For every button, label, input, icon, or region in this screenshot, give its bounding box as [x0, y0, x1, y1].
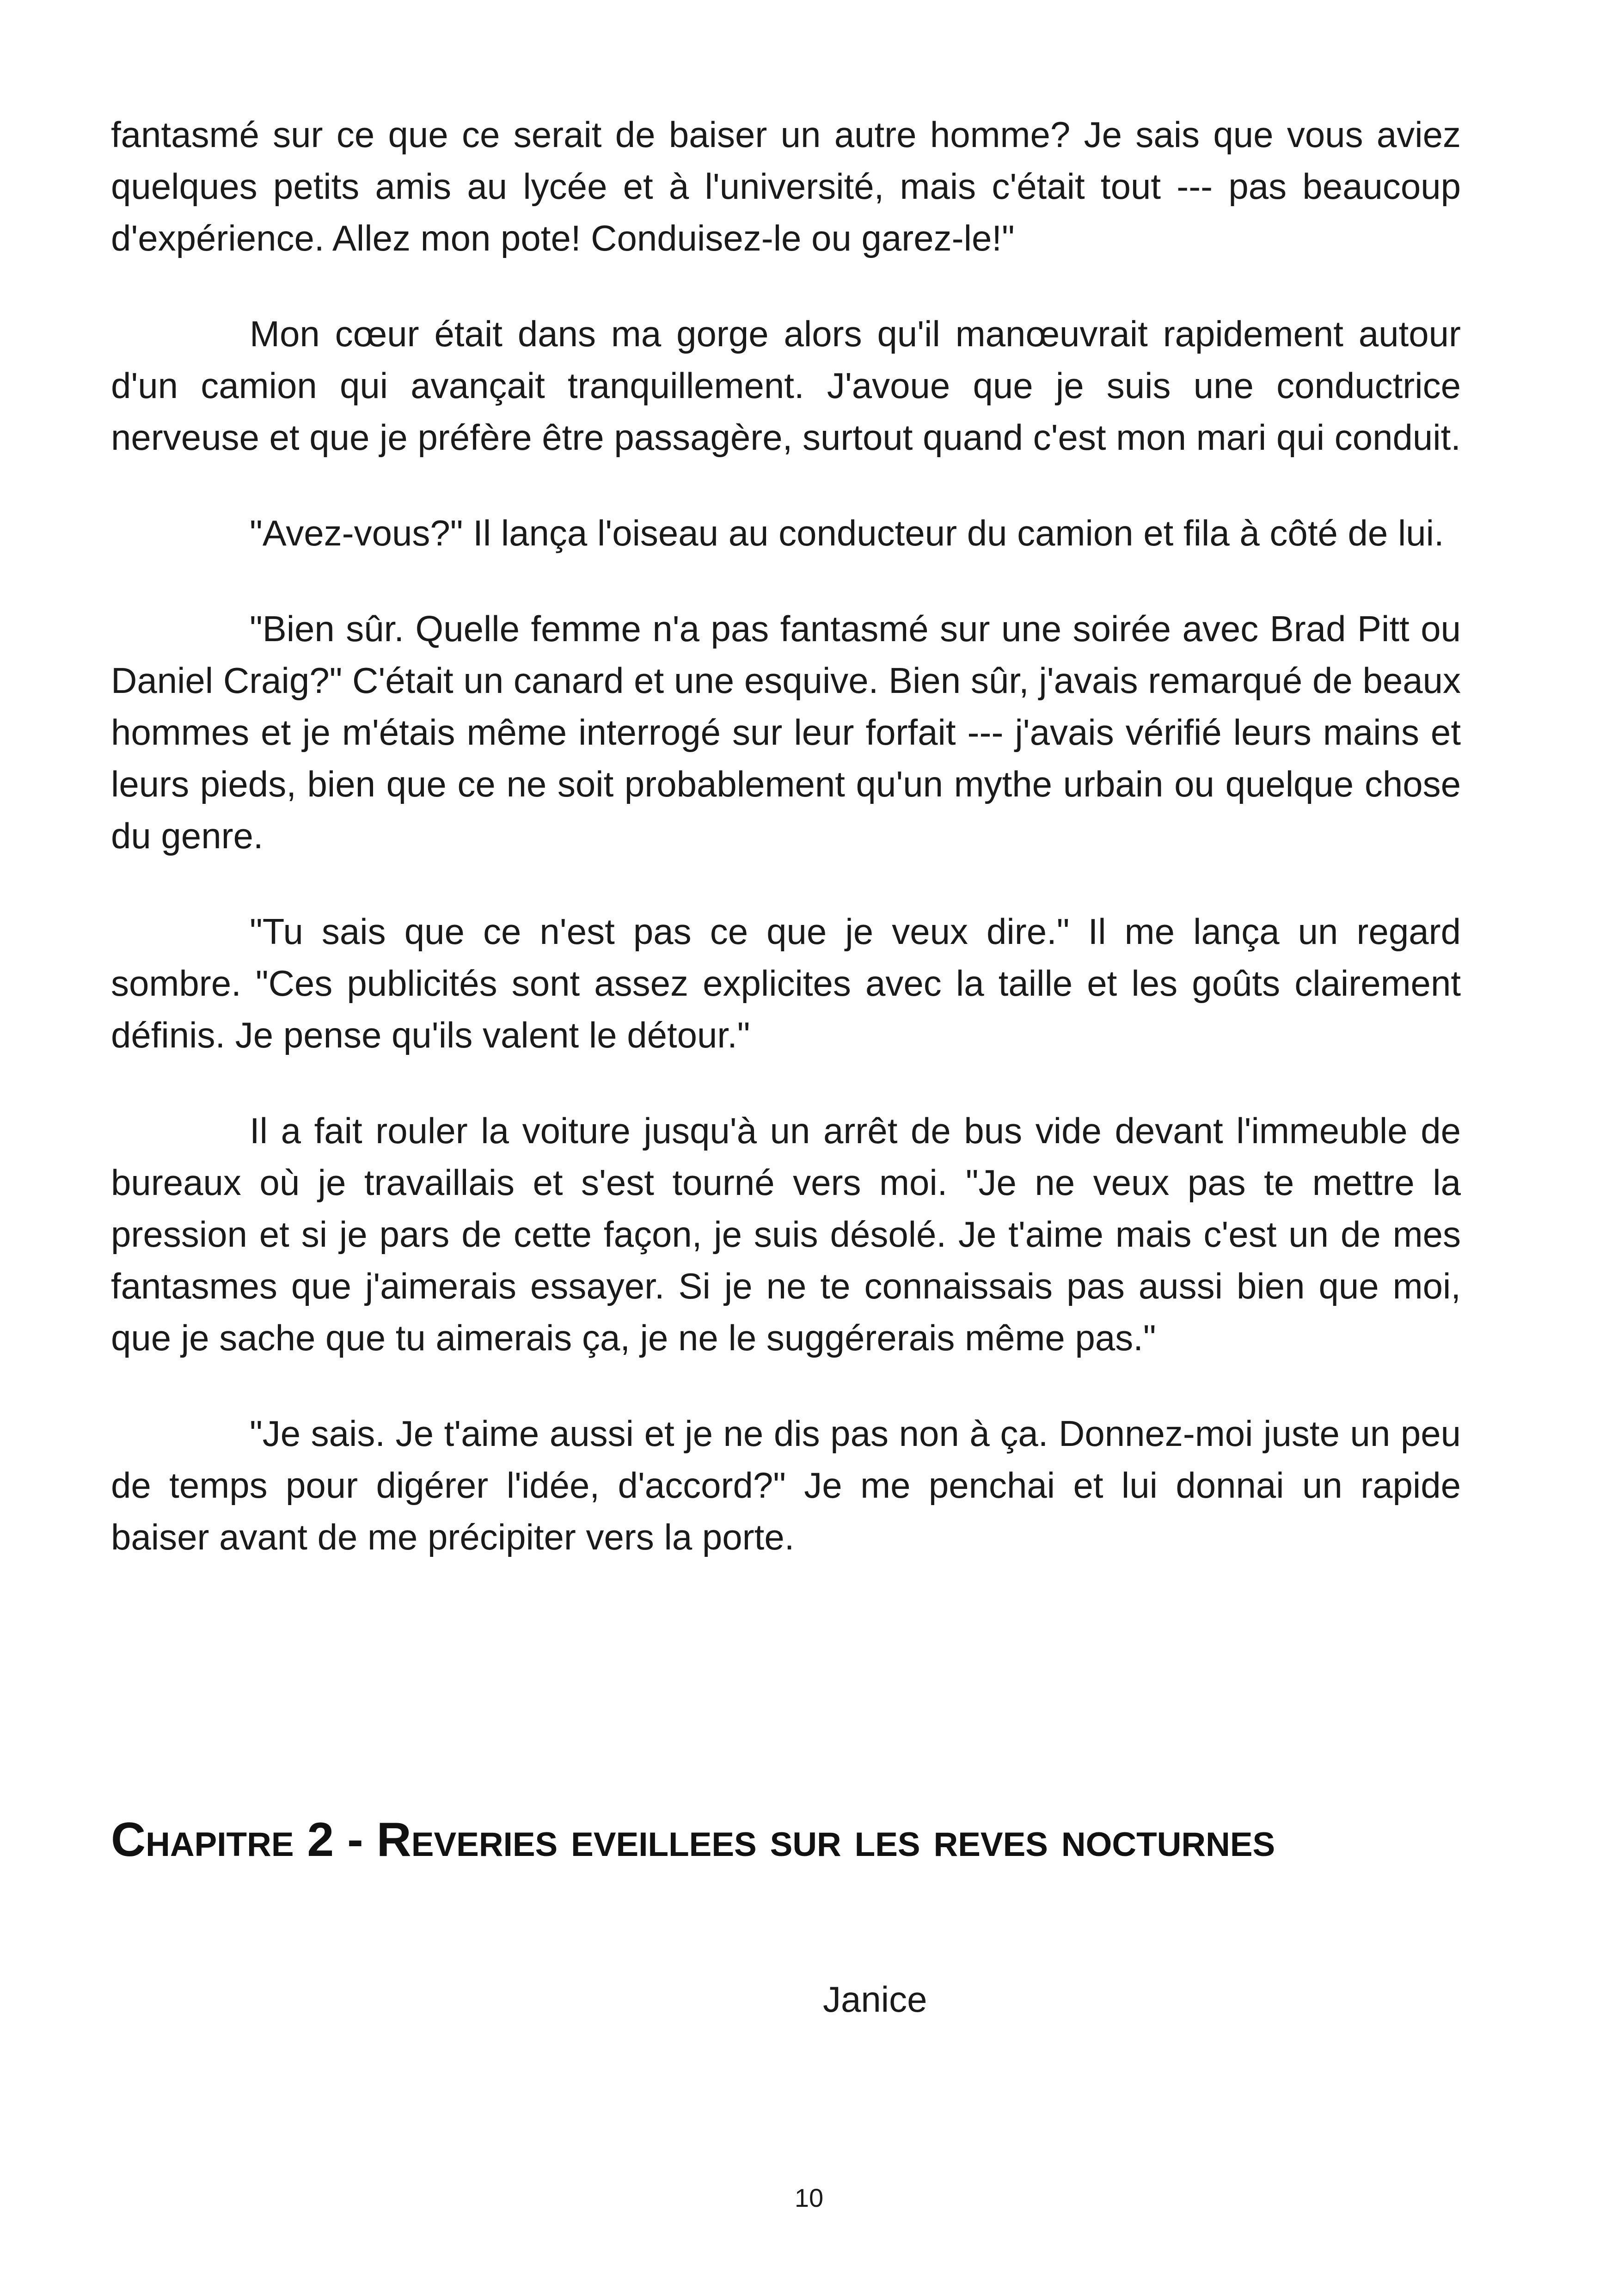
chapter-author: Janice	[823, 1979, 927, 2020]
paragraph: Mon cœur était dans ma gorge alors qu'il manœuvrait rapidement autour d'un camion qui avançait tranquillement. J'avoue que je suis une conductrice nerveuse et que je préfère être passagère, surtout quand c'est mon mari qui conduit.	[111, 313, 1461, 458]
paragraph: "Avez-vous?" Il lança l'oiseau au conducteur du camion et fila à côté de lui.	[250, 513, 1444, 553]
paragraph: "Je sais. Je t'aime aussi et je ne dis pas non à ça. Donnez-moi juste un peu de temps pour digérer l'idée, d'accord?" Je me penchai et lui donnai un rapide baiser avant de me précipiter vers la porte.	[111, 1413, 1461, 1557]
chapter-title: Chapitre 2 - Reveries eveillees sur les reves nocturnes	[111, 1813, 1275, 1867]
paragraph-continuation: fantasmé sur ce que ce serait de baiser un autre homme? Je sais que vous aviez quelques petits amis au lycée et à l'université, mais c'était tout --- pas beaucoup d'expérience. Allez mon pote! Conduisez-le ou garez-le!"	[111, 114, 1461, 258]
paragraph: Il a fait rouler la voiture jusqu'à un arrêt de bus vide devant l'immeuble de bureaux où je travaillais et s'est tourné vers moi. "Je ne veux pas te mettre la pression et si je pars de cette façon, je suis désolé. Je t'aime mais c'est un de mes fantasmes que j'aimerais essayer. Si je ne te connaissais pas aussi bien que moi, que je sache que tu aimerais ça, je ne le suggérerais même pas."	[111, 1110, 1461, 1358]
paragraph: "Tu sais que ce n'est pas ce que je veux dire." Il me lança un regard sombre. "Ces publicités sont assez explicites avec la taille et les goûts clairement définis. Je pense qu'ils valent le détour."	[111, 911, 1461, 1055]
body-text	[111, 109, 1461, 1607]
page-number: 10	[794, 2183, 824, 2212]
paragraph: "Bien sûr. Quelle femme n'a pas fantasmé sur une soirée avec Brad Pitt ou Daniel Craig?" C'était un canard et une esquive. Bien sûr, j'avais remarqué de beaux hommes et je m'étais même interrogé sur leur forfait --- j'avais vérifié leurs mains et leurs pieds, bien que ce ne soit probablement qu'un mythe urbain ou quelque chose du genre.	[111, 608, 1461, 856]
